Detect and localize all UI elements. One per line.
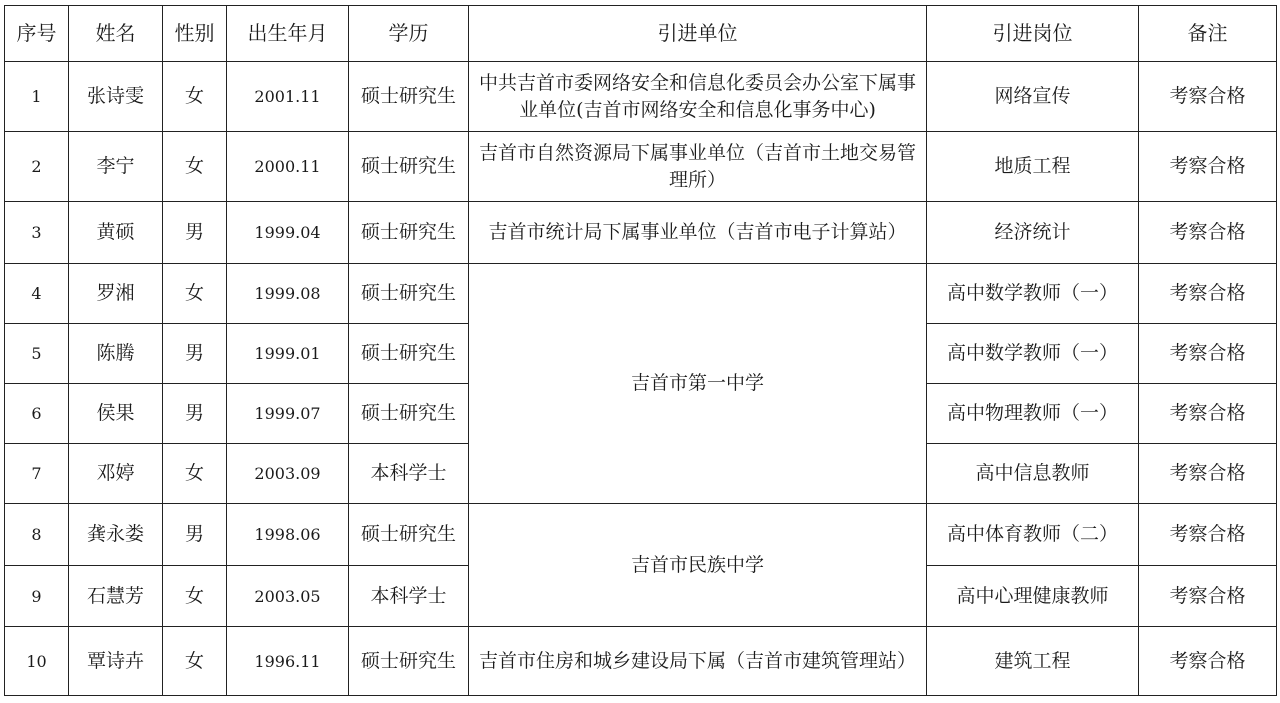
cell-unit: 中共吉首市委网络安全和信息化委员会办公室下属事业单位(吉首市网络安全和信息化事务中心) bbox=[469, 62, 927, 132]
cell-education: 本科学士 bbox=[349, 444, 469, 504]
cell-gender: 女 bbox=[163, 627, 227, 696]
cell-position: 高中体育教师（二） bbox=[927, 504, 1139, 566]
cell-name: 李宁 bbox=[69, 132, 163, 202]
cell-name: 黄硕 bbox=[69, 202, 163, 264]
header-unit: 引进单位 bbox=[469, 6, 927, 62]
header-education: 学历 bbox=[349, 6, 469, 62]
cell-position: 高中物理教师（一） bbox=[927, 384, 1139, 444]
cell-gender: 女 bbox=[163, 132, 227, 202]
cell-gender: 女 bbox=[163, 62, 227, 132]
cell-name: 龚永娄 bbox=[69, 504, 163, 566]
cell-name: 张诗雯 bbox=[69, 62, 163, 132]
cell-position: 地质工程 bbox=[927, 132, 1139, 202]
cell-birth: 1999.08 bbox=[227, 264, 349, 324]
cell-position: 高中心理健康教师 bbox=[927, 566, 1139, 627]
cell-position: 经济统计 bbox=[927, 202, 1139, 264]
table-row bbox=[5, 62, 1277, 132]
cell-seq: 4 bbox=[5, 264, 69, 324]
header-remark: 备注 bbox=[1139, 6, 1277, 62]
cell-name: 罗湘 bbox=[69, 264, 163, 324]
cell-unit: 吉首市住房和城乡建设局下属（吉首市建筑管理站） bbox=[469, 627, 927, 696]
personnel-table bbox=[4, 5, 1277, 696]
cell-education: 硕士研究生 bbox=[349, 384, 469, 444]
header-position: 引进岗位 bbox=[927, 6, 1139, 62]
cell-name: 覃诗卉 bbox=[69, 627, 163, 696]
cell-education: 硕士研究生 bbox=[349, 504, 469, 566]
header-birth: 出生年月 bbox=[227, 6, 349, 62]
table-row bbox=[5, 202, 1277, 264]
header-row bbox=[5, 6, 1277, 62]
cell-name: 陈腾 bbox=[69, 324, 163, 384]
cell-birth: 1998.06 bbox=[227, 504, 349, 566]
cell-gender: 女 bbox=[163, 264, 227, 324]
cell-gender: 男 bbox=[163, 384, 227, 444]
table-row bbox=[5, 264, 1277, 324]
cell-position: 建筑工程 bbox=[927, 627, 1139, 696]
cell-remark: 考察合格 bbox=[1139, 324, 1277, 384]
header-name: 姓名 bbox=[69, 6, 163, 62]
cell-seq: 9 bbox=[5, 566, 69, 627]
cell-education: 硕士研究生 bbox=[349, 264, 469, 324]
cell-seq: 7 bbox=[5, 444, 69, 504]
header-seq: 序号 bbox=[5, 6, 69, 62]
cell-seq: 1 bbox=[5, 62, 69, 132]
cell-birth: 1999.07 bbox=[227, 384, 349, 444]
cell-education: 本科学士 bbox=[349, 566, 469, 627]
cell-gender: 女 bbox=[163, 444, 227, 504]
cell-seq: 8 bbox=[5, 504, 69, 566]
cell-name: 侯果 bbox=[69, 384, 163, 444]
cell-remark: 考察合格 bbox=[1139, 202, 1277, 264]
cell-education: 硕士研究生 bbox=[349, 627, 469, 696]
cell-birth: 2000.11 bbox=[227, 132, 349, 202]
cell-gender: 女 bbox=[163, 566, 227, 627]
cell-remark: 考察合格 bbox=[1139, 566, 1277, 627]
cell-unit: 吉首市统计局下属事业单位（吉首市电子计算站） bbox=[469, 202, 927, 264]
cell-remark: 考察合格 bbox=[1139, 264, 1277, 324]
cell-seq: 5 bbox=[5, 324, 69, 384]
cell-education: 硕士研究生 bbox=[349, 132, 469, 202]
cell-gender: 男 bbox=[163, 504, 227, 566]
header-gender: 性别 bbox=[163, 6, 227, 62]
cell-unit: 吉首市自然资源局下属事业单位（吉首市土地交易管理所） bbox=[469, 132, 927, 202]
cell-birth: 2003.09 bbox=[227, 444, 349, 504]
cell-education: 硕士研究生 bbox=[349, 62, 469, 132]
cell-gender: 男 bbox=[163, 202, 227, 264]
table-row bbox=[5, 504, 1277, 566]
cell-remark: 考察合格 bbox=[1139, 444, 1277, 504]
cell-education: 硕士研究生 bbox=[349, 324, 469, 384]
table-row bbox=[5, 132, 1277, 202]
cell-name: 邓婷 bbox=[69, 444, 163, 504]
cell-position: 网络宣传 bbox=[927, 62, 1139, 132]
cell-remark: 考察合格 bbox=[1139, 62, 1277, 132]
cell-seq: 10 bbox=[5, 627, 69, 696]
cell-position: 高中数学教师（一） bbox=[927, 324, 1139, 384]
cell-seq: 6 bbox=[5, 384, 69, 444]
cell-birth: 1999.04 bbox=[227, 202, 349, 264]
cell-name: 石慧芳 bbox=[69, 566, 163, 627]
cell-remark: 考察合格 bbox=[1139, 504, 1277, 566]
cell-unit-merged: 吉首市民族中学 bbox=[469, 504, 927, 627]
cell-position: 高中信息教师 bbox=[927, 444, 1139, 504]
cell-birth: 2001.11 bbox=[227, 62, 349, 132]
cell-remark: 考察合格 bbox=[1139, 627, 1277, 696]
cell-education: 硕士研究生 bbox=[349, 202, 469, 264]
cell-position: 高中数学教师（一） bbox=[927, 264, 1139, 324]
table-row bbox=[5, 627, 1277, 696]
cell-unit-merged: 吉首市第一中学 bbox=[469, 264, 927, 504]
cell-birth: 1996.11 bbox=[227, 627, 349, 696]
cell-remark: 考察合格 bbox=[1139, 384, 1277, 444]
cell-birth: 2003.05 bbox=[227, 566, 349, 627]
cell-remark: 考察合格 bbox=[1139, 132, 1277, 202]
cell-birth: 1999.01 bbox=[227, 324, 349, 384]
cell-gender: 男 bbox=[163, 324, 227, 384]
cell-seq: 3 bbox=[5, 202, 69, 264]
cell-seq: 2 bbox=[5, 132, 69, 202]
